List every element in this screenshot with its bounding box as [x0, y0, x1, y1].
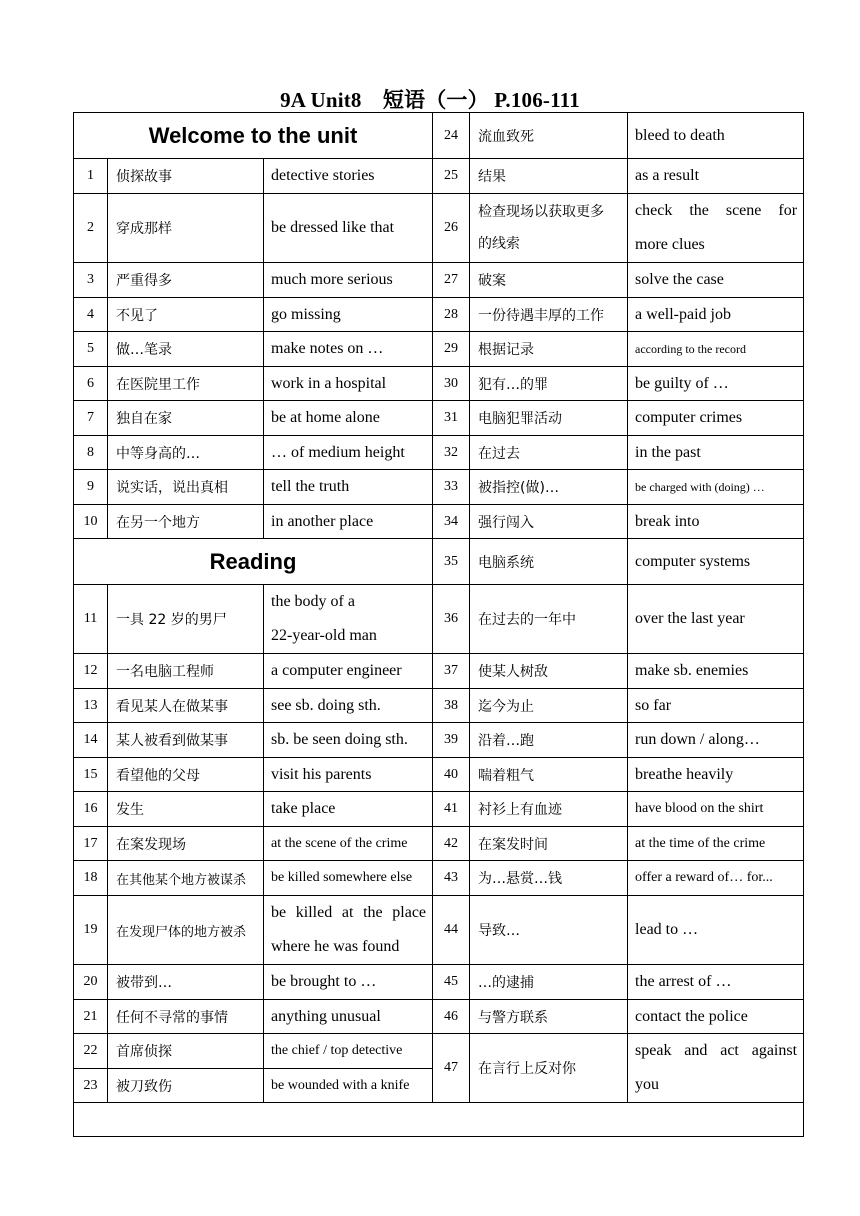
chinese-phrase: 在过去的一年中	[470, 585, 628, 654]
english-phrase: make sb. enemies	[628, 654, 804, 689]
row-number: 37	[433, 654, 470, 689]
empty-row	[74, 1103, 804, 1137]
english-phrase: be guilty of …	[628, 367, 804, 401]
row-number: 33	[433, 470, 470, 505]
row-number: 34	[433, 505, 470, 539]
chinese-phrase: 独自在家	[108, 401, 264, 436]
row-number: 47	[433, 1034, 470, 1103]
english-phrase-line: speak and act against	[635, 1042, 798, 1059]
row-number: 43	[433, 861, 470, 896]
chinese-phrase: 一具 22 岁的男尸	[108, 585, 264, 654]
chinese-phrase-line: 的线索	[478, 236, 521, 252]
english-phrase: offer a reward of… for...	[628, 861, 804, 896]
row-number: 35	[433, 539, 470, 585]
row-number: 36	[433, 585, 470, 654]
english-phrase: at the time of the crime	[628, 827, 804, 861]
row-number: 24	[433, 113, 470, 159]
chinese-phrase: 在案发现场	[108, 827, 264, 861]
english-phrase: as a result	[628, 159, 804, 194]
english-phrase: detective stories	[264, 159, 433, 194]
row-number: 11	[74, 585, 108, 654]
chinese-phrase: 看见某人在做某事	[108, 689, 264, 723]
page-title: 9A Unit8 短语（一） P.106-111	[280, 88, 580, 112]
english-phrase: a well-paid job	[628, 298, 804, 332]
chinese-phrase: 被带到…	[108, 965, 264, 1000]
chinese-phrase: 强行闯入	[470, 505, 628, 539]
chinese-phrase: 根据记录	[470, 332, 628, 367]
english-phrase: see sb. doing sth.	[264, 689, 433, 723]
row-number: 28	[433, 298, 470, 332]
row-number: 32	[433, 436, 470, 470]
row-number: 39	[433, 723, 470, 758]
chinese-phrase: 一份待遇丰厚的工作	[470, 298, 628, 332]
row-number: 31	[433, 401, 470, 436]
chinese-phrase: 电脑系统	[470, 539, 628, 585]
chinese-phrase: 在言行上反对你	[470, 1034, 628, 1103]
row-number: 41	[433, 792, 470, 827]
english-phrase: computer systems	[628, 539, 804, 585]
chinese-phrase: 导致…	[470, 896, 628, 965]
chinese-phrase: 为…悬赏…钱	[470, 861, 628, 896]
english-phrase: bleed to death	[628, 113, 804, 159]
chinese-phrase: 在其他某个地方被谋杀	[108, 861, 264, 896]
english-phrase: solve the case	[628, 263, 804, 298]
row-number: 45	[433, 965, 470, 1000]
english-phrase: sb. be seen doing sth.	[264, 723, 433, 758]
row-number: 2	[74, 194, 108, 263]
row-number: 23	[74, 1069, 108, 1103]
english-phrase: lead to …	[628, 896, 804, 965]
chinese-phrase: 一名电脑工程师	[108, 654, 264, 689]
chinese-phrase: 流血致死	[470, 113, 628, 159]
english-phrase: be charged with (doing) …	[628, 470, 804, 505]
english-phrase: so far	[628, 689, 804, 723]
english-phrase: take place	[264, 792, 433, 827]
row-number: 25	[433, 159, 470, 194]
english-phrase: much more serious	[264, 263, 433, 298]
row-number: 26	[433, 194, 470, 263]
row-number: 5	[74, 332, 108, 367]
chinese-phrase: 发生	[108, 792, 264, 827]
chinese-phrase: 在另一个地方	[108, 505, 264, 539]
row-number: 27	[433, 263, 470, 298]
english-phrase: a computer engineer	[264, 654, 433, 689]
english-phrase-line: 22-year-old man	[271, 627, 377, 644]
english-phrase: make notes on …	[264, 332, 433, 367]
row-number: 18	[74, 861, 108, 896]
chinese-phrase: 在发现尸体的地方被杀	[108, 896, 264, 965]
chinese-phrase: 任何不寻常的事情	[108, 1000, 264, 1034]
section-heading-reading: Reading	[74, 539, 433, 585]
english-phrase-line: be killed at the place	[271, 904, 427, 921]
english-phrase: the arrest of …	[628, 965, 804, 1000]
row-number: 44	[433, 896, 470, 965]
chinese-phrase: 喘着粗气	[470, 758, 628, 792]
chinese-phrase	[470, 194, 628, 263]
chinese-phrase: 穿成那样	[108, 194, 264, 263]
chinese-phrase: 犯有…的罪	[470, 367, 628, 401]
row-number: 12	[74, 654, 108, 689]
chinese-phrase: 看望他的父母	[108, 758, 264, 792]
phrase-table	[73, 112, 803, 1134]
english-phrase	[264, 585, 433, 654]
english-phrase: have blood on the shirt	[628, 792, 804, 827]
row-number: 20	[74, 965, 108, 1000]
chinese-phrase: 不见了	[108, 298, 264, 332]
chinese-phrase: 在案发时间	[470, 827, 628, 861]
chinese-phrase: 在医院里工作	[108, 367, 264, 401]
english-phrase: over the last year	[628, 585, 804, 654]
row-number: 3	[74, 263, 108, 298]
english-phrase: be killed somewhere else	[264, 861, 433, 896]
chinese-phrase: 沿着…跑	[470, 723, 628, 758]
row-number: 15	[74, 758, 108, 792]
english-phrase-line: where he was found	[271, 938, 400, 955]
chinese-phrase: 衬衫上有血迹	[470, 792, 628, 827]
english-phrase-line: check the scene for	[635, 202, 798, 219]
row-number: 19	[74, 896, 108, 965]
english-phrase: … of medium height	[264, 436, 433, 470]
english-phrase: computer crimes	[628, 401, 804, 436]
chinese-phrase: 使某人树敌	[470, 654, 628, 689]
chinese-phrase: …的逮捕	[470, 965, 628, 1000]
row-number: 9	[74, 470, 108, 505]
row-number: 13	[74, 689, 108, 723]
english-phrase	[628, 194, 804, 263]
chinese-phrase: 迄今为止	[470, 689, 628, 723]
english-phrase: in another place	[264, 505, 433, 539]
row-number: 6	[74, 367, 108, 401]
chinese-phrase: 首席侦探	[108, 1034, 264, 1069]
row-number: 10	[74, 505, 108, 539]
english-phrase: according to the record	[628, 332, 804, 367]
section-heading-welcome: Welcome to the unit	[74, 113, 433, 159]
chinese-phrase: 与警方联系	[470, 1000, 628, 1034]
row-number: 14	[74, 723, 108, 758]
row-number: 1	[74, 159, 108, 194]
english-phrase: at the scene of the crime	[264, 827, 433, 861]
chinese-phrase: 严重得多	[108, 263, 264, 298]
chinese-phrase: 某人被看到做某事	[108, 723, 264, 758]
english-phrase: the chief / top detective	[264, 1034, 433, 1069]
chinese-phrase: 侦探故事	[108, 159, 264, 194]
chinese-phrase-line: 检查现场以获取更多	[478, 204, 605, 220]
english-phrase: contact the police	[628, 1000, 804, 1034]
row-number: 17	[74, 827, 108, 861]
chinese-phrase: 在过去	[470, 436, 628, 470]
chinese-phrase: 做…笔录	[108, 332, 264, 367]
english-phrase: work in a hospital	[264, 367, 433, 401]
chinese-phrase: 说实话，说出真相	[108, 470, 264, 505]
chinese-phrase: 电脑犯罪活动	[470, 401, 628, 436]
english-phrase-line: you	[635, 1076, 660, 1093]
english-phrase: visit his parents	[264, 758, 433, 792]
english-phrase: tell the truth	[264, 470, 433, 505]
row-number: 40	[433, 758, 470, 792]
row-number: 22	[74, 1034, 108, 1069]
english-phrase: run down / along…	[628, 723, 804, 758]
chinese-phrase: 结果	[470, 159, 628, 194]
english-phrase: anything unusual	[264, 1000, 433, 1034]
row-number: 38	[433, 689, 470, 723]
english-phrase-line: more clues	[635, 236, 705, 253]
row-number: 29	[433, 332, 470, 367]
chinese-phrase: 被指控(做)…	[470, 470, 628, 505]
english-phrase	[264, 896, 433, 965]
english-phrase: be dressed like that	[264, 194, 433, 263]
row-number: 16	[74, 792, 108, 827]
row-number: 21	[74, 1000, 108, 1034]
english-phrase: be brought to …	[264, 965, 433, 1000]
row-number: 7	[74, 401, 108, 436]
chinese-phrase: 被刀致伤	[108, 1069, 264, 1103]
english-phrase: breathe heavily	[628, 758, 804, 792]
english-phrase: be wounded with a knife	[264, 1069, 433, 1103]
english-phrase: in the past	[628, 436, 804, 470]
row-number: 46	[433, 1000, 470, 1034]
chinese-phrase: 中等身高的…	[108, 436, 264, 470]
english-phrase	[628, 1034, 804, 1103]
english-phrase: go missing	[264, 298, 433, 332]
row-number: 42	[433, 827, 470, 861]
chinese-phrase: 破案	[470, 263, 628, 298]
english-phrase: be at home alone	[264, 401, 433, 436]
row-number: 8	[74, 436, 108, 470]
row-number: 30	[433, 367, 470, 401]
row-number: 4	[74, 298, 108, 332]
english-phrase-line: the body of a	[271, 593, 355, 610]
english-phrase: break into	[628, 505, 804, 539]
